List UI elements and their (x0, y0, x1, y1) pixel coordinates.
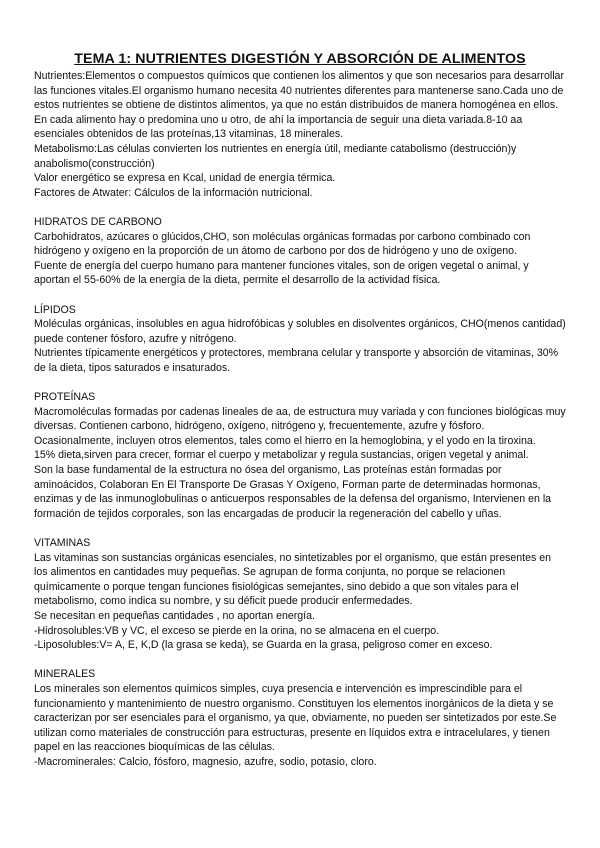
section-heading: LÍPIDOS (34, 303, 76, 316)
section-paragraph: Carbohidratos, azúcares o glúcidos,CHO, son moléculas orgánicas formadas por carbono combinado con hidrógeno y oxígeno en la proporción de un átomo de carbono por dos de hidrógeno y uno de oxígeno. (34, 230, 531, 258)
section-paragraph: Los minerales son elementos químicos simples, cuya presencia e intervención es imprescindible para el funcionamiento y mantenimiento de nuestro organismo. Constituyen los elementos inorgánicos de la dieta y se caracterizan por ser esenciales para el organismo, ya que, obviamente, no pueden ser sintetizados por este.Se utilizan como materiales de construcción para estructuras, presente en líquidos extra e intracelulares, y tienen papel en las reacciones bioquímicas de las células. (34, 682, 557, 754)
intro-block (34, 69, 566, 200)
section-paragraph: Son la base fundamental de la estructura no ósea del organismo, Las proteínas están formadas por aminoácidos, Colaboran En El Transporte De Grasas Y Oxígeno, Forman parte de determinadas hormonas, enzimas y de las inmunoglobulinas o anticuerpos responsables de la defensa del organismo, Intervienen en la formación de tejidos corporales, son las encargadas de producir la regeneración del cabello y uñas. (34, 464, 552, 520)
section-paragraph: Macromoléculas formadas por cadenas lineales de aa, de estructura muy variada y con funciones biológicas muy diversas. Contienen carbono, hidrógeno, oxígeno, nitrógeno y, frecuentemente, azufre y fósforo. Ocasionalmente, incluyen otros elementos, tales como el hierro en la hemoglobina, y el yodo en la tiroxina. (34, 405, 566, 447)
section-heading: VITAMINAS (34, 537, 91, 549)
intro-paragraph: Metabolismo:Las células convierten los nutrientes en energía útil, mediante catabolismo (destrucción)y anabolismo(construcción) (34, 142, 517, 170)
section-paragraph: Se necesitan en pequeñas cantidades , no aportan energía. (34, 609, 315, 622)
intro-paragraph: Nutrientes:Elementos o compuestos químicos que contienen los alimentos y que son necesarios para desarrollar las funciones vitales.El organismo humano necesita 40 nutrientes diferentes para mantenerse sano.Cada uno de estos nutrientes se obtiene de distintos alimentos, ya que no están distribuidos de manera homogénea en ellos. En cada alimento hay o predomina uno u otro, de ahí la importancia de seguir una dieta variada.8-10 aa esenciales obtenidos de las proteínas,13 vitaminas, 18 minerales. (34, 70, 564, 141)
document-title: TEMA 1: NUTRIENTES DIGESTIÓN Y ABSORCIÓN DE ALIMENTOS (74, 51, 526, 67)
section-proteinas (34, 390, 566, 521)
intro-paragraph: Valor energético se expresa en Kcal, unidad de energía térmica. (34, 172, 336, 185)
section-paragraph: 15% dieta,sirven para crecer, formar el cuerpo y metabolizar y regula sustancias, origen vegetal y animal. (34, 449, 529, 462)
section-paragraph: Fuente de energía del cuerpo humano para mantener funciones vitales, son de origen vegetal o animal, y aportan el 55-60% de la energía de la dieta, permite el desarrollo de la actividad física. (34, 259, 529, 287)
section-paragraph: Las vitaminas son sustancias orgánicas esenciales, no sintetizables por el organismo, que están presentes en los alimentos en cantidades muy pequeñas. Se agrupan de forma conjunta, no porque se relacionen químicamente o porque tengan funciones fisiológicas semejantes, sino debido a que son vitales para el metabolismo, como indica su nombre, y su déficit puede producir enfermedades. (34, 551, 552, 608)
section-paragraph: -Macrominerales: Calcio, fósforo, magnesio, azufre, sodio, potasio, cloro. (34, 755, 377, 768)
section-paragraph: Moléculas orgánicas, insolubles en agua hidrofóbicas y solubles en disolventes orgánicos, CHO(menos cantidad) puede contener fósforo, azufre y nitrógeno. (34, 318, 566, 345)
section-heading: PROTEÍNAS (34, 391, 96, 404)
section-lipidos (34, 303, 566, 376)
section-paragraph: -Liposolubles:V= A, E, K,D (la grasa se keda), se Guarda en la grasa, peligroso comer en exceso. (34, 639, 493, 652)
section-paragraph: Nutrientes típicamente energéticos y protectores, membrana celular y transporte y absorción de vitaminas, 30% de la dieta, tipos saturados e insaturados. (34, 347, 559, 374)
section-paragraph: -Hidrosolubles:VB y VC, el exceso se pierde en la orina, no se almacena en el cuerpo. (34, 624, 440, 637)
intro-paragraph: Factores de Atwater: Cálculos de la información nutricional. (34, 186, 313, 199)
section-heading: HIDRATOS DE CARBONO (34, 215, 162, 228)
section-vitaminas (34, 536, 566, 653)
section-heading: MINERALES (34, 668, 96, 681)
section-hidratos (34, 215, 566, 288)
section-minerales (34, 667, 566, 769)
